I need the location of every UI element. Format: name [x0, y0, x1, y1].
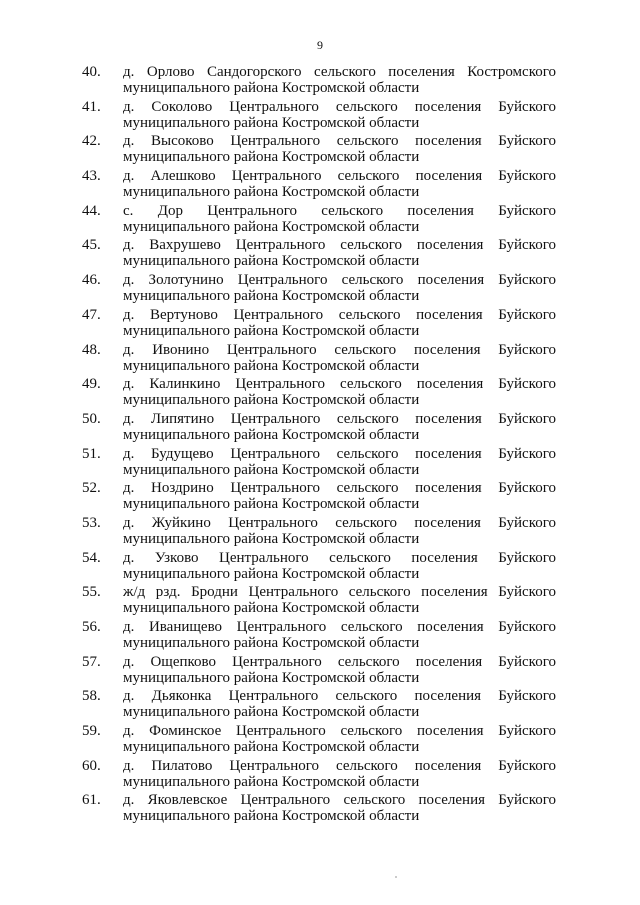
item-text-line2: муниципального района Костромской области [123, 808, 420, 825]
item-text-line2: муниципального района Костромской области [123, 392, 420, 409]
item-number: 54. [82, 549, 101, 566]
item-number: 58. [82, 688, 101, 705]
item-number: 51. [82, 445, 101, 462]
list-item [0, 515, 640, 550]
list-item [0, 133, 640, 168]
list-item [0, 411, 640, 446]
item-number: 53. [82, 514, 101, 531]
item-text-line1: д. Жуйкино Центрального сельского поселения Буйского [123, 514, 556, 531]
settlement-list [0, 64, 640, 827]
item-text-line1: д. Ощепково Центрального сельского поселения Буйского [123, 653, 556, 670]
item-text-line1: д. Высоково Центрального сельского поселения Буйского [123, 133, 556, 150]
item-text-line1: д. Будущево Центрального сельского поселения Буйского [123, 445, 556, 462]
item-text-line2: муниципального района Костромской области [123, 565, 420, 582]
item-number: 48. [82, 341, 101, 358]
item-number: 45. [82, 237, 101, 254]
list-item [0, 99, 640, 134]
item-text-line2: муниципального района Костромской области [123, 322, 420, 339]
item-text-line2: муниципального района Костромской области [123, 114, 420, 131]
item-text-line2: муниципального района Костромской области [123, 773, 420, 790]
item-text-line1: д. Алешково Центрального сельского поселения Буйского [123, 168, 556, 185]
item-number: 43. [82, 168, 101, 185]
item-text-line1: д. Золотунино Центрального сельского поселения Буйского [123, 272, 556, 289]
item-number: 52. [82, 480, 101, 497]
item-text-line1: д. Орлово Сандогорского сельского поселения Костромского [123, 64, 556, 80]
list-item [0, 237, 640, 272]
list-item [0, 203, 640, 238]
item-number: 55. [82, 584, 101, 601]
item-text-line2: муниципального района Костромской области [123, 600, 420, 617]
item-number: 40. [82, 64, 101, 80]
item-text-line1: д. Ноздрино Центрального сельского поселения Буйского [123, 480, 556, 497]
list-item [0, 584, 640, 619]
item-text-line2: муниципального района Костромской области [123, 496, 420, 513]
list-item [0, 723, 640, 758]
item-text-line2: муниципального района Костромской области [123, 426, 420, 443]
item-text-line2: муниципального района Костромской области [123, 149, 420, 166]
item-text-line2: муниципального района Костромской области [123, 461, 420, 478]
item-text-line1: д. Иванищево Центрального сельского поселения Буйского [123, 619, 556, 635]
item-text-line2: муниципального района Костромской области [123, 530, 420, 547]
item-number: 56. [82, 619, 101, 635]
list-item [0, 272, 640, 307]
item-text-line2: муниципального района Костромской области [123, 704, 420, 721]
item-text-line1: д. Фоминское Центрального сельского поселения Буйского [123, 723, 556, 740]
item-text-line1: ж/д рзд. Бродни Центрального сельского поселения Буйского [123, 584, 556, 601]
item-text-line2: муниципального района Костромской области [123, 218, 420, 235]
item-text-line1: д. Калинкино Центрального сельского поселения Буйского [123, 376, 556, 393]
item-text-line1: д. Пилатово Центрального сельского поселения Буйского [123, 757, 556, 774]
list-item [0, 446, 640, 481]
list-item [0, 168, 640, 203]
list-item [0, 480, 640, 515]
list-item [0, 758, 640, 793]
item-text-line1: д. Вахрушево Центрального сельского поселения Буйского [123, 237, 556, 254]
item-text-line1: д. Вертуново Центрального сельского поселения Буйского [123, 306, 556, 323]
item-text-line1: с. Дор Центрального сельского поселения Буйского [123, 202, 556, 219]
item-text-line2: муниципального района Костромской области [123, 288, 420, 305]
item-number: 61. [82, 792, 101, 809]
list-item [0, 307, 640, 342]
list-item [0, 792, 640, 827]
item-text-line1: д. Дьяконка Центрального сельского поселения Буйского [123, 688, 556, 705]
item-text-line2: муниципального района Костромской области [123, 739, 420, 756]
item-text-line2: муниципального района Костромской области [123, 184, 420, 201]
item-number: 50. [82, 410, 101, 427]
item-number: 57. [82, 653, 101, 670]
scan-speck [395, 876, 397, 878]
item-number: 42. [82, 133, 101, 150]
item-number: 44. [82, 202, 101, 219]
item-number: 59. [82, 723, 101, 740]
item-text-line2: муниципального района Костромской области [123, 669, 420, 686]
item-text-line2: муниципального района Костромской области [123, 80, 420, 96]
list-item [0, 376, 640, 411]
item-text-line2: муниципального района Костромской области [123, 253, 420, 270]
list-item [0, 688, 640, 723]
list-item [0, 342, 640, 377]
item-number: 46. [82, 272, 101, 289]
list-item [0, 550, 640, 585]
item-text-line1: д. Ивонино Центрального сельского поселения Буйского [123, 341, 556, 358]
item-number: 49. [82, 376, 101, 393]
item-text-line1: д. Соколово Центрального сельского поселения Буйского [123, 98, 556, 115]
page-number: 9 [317, 38, 323, 52]
list-item [0, 619, 640, 654]
list-item [0, 64, 640, 99]
item-number: 60. [82, 757, 101, 774]
item-text-line1: д. Липятино Центрального сельского поселения Буйского [123, 410, 556, 427]
item-text-line2: муниципального района Костромской области [123, 357, 420, 374]
item-text-line1: д. Узково Центрального сельского поселения Буйского [123, 549, 556, 566]
item-text-line1: д. Яковлевское Центрального сельского поселения Буйского [123, 792, 556, 809]
list-item [0, 654, 640, 689]
item-number: 47. [82, 306, 101, 323]
item-text-line2: муниципального района Костромской области [123, 635, 420, 651]
item-number: 41. [82, 98, 101, 115]
